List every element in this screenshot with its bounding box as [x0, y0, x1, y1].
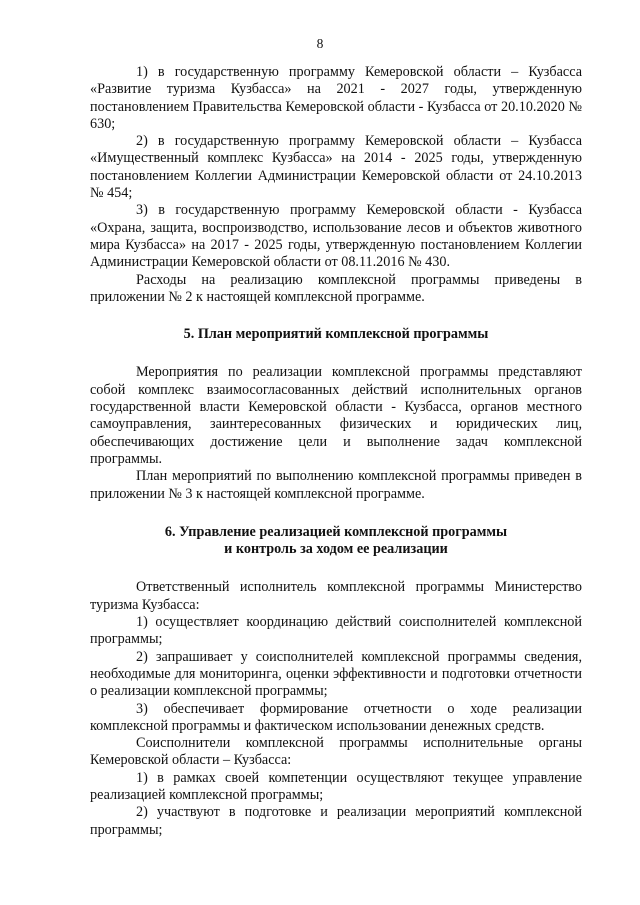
- paragraph: 3) в государственную программу Кемеровской области - Кузбасса «Охрана, защита, воспроизводство, использование лесов и объектов животного мира Кузбасса» на 2017 - 2025 годы, утвержденную постановлением Коллегии Администрации Кемеровской области от 08.11.2016 № 430.: [90, 202, 582, 271]
- section-6-heading: [90, 524, 582, 559]
- document-body: [90, 64, 582, 839]
- paragraph: Соисполнители комплексной программы исполнительные органы Кемеровской области – Кузбасса:: [90, 735, 582, 769]
- section-6-heading-line-2: и контроль за ходом ее реализации: [224, 541, 448, 558]
- paragraph: Расходы на реализацию комплексной программы приведены в приложении № 2 к настоящей комплексной программе.: [90, 271, 582, 305]
- paragraph: 1) в государственную программу Кемеровской области – Кузбасса «Развитие туризма Кузбасса» на 2021 - 2027 годы, утвержденную постановлением Правительства Кемеровской области - Кузбасса от 20.10.2020 № 630;: [90, 64, 582, 132]
- section-6-heading-line-1: 6. Управление реализацией комплексной программы: [164, 523, 508, 540]
- paragraph: 2) в государственную программу Кемеровской области – Кузбасса «Имущественный комплекс Кузбасса» на 2014 - 2025 годы, утвержденную постановлением Коллегии Администрации Кемеровской области от 24.10.2013 № 454;: [90, 133, 582, 202]
- paragraph: Ответственный исполнитель комплексной программы Министерство туризма Кузбасса:: [90, 579, 582, 613]
- paragraph: Мероприятия по реализации комплексной программы представляют собой комплекс взаимосогласованных действий исполнительных органов государственной власти Кемеровской области - Кузбасса, органов местного самоуправления, заинтересованных физических и юридических лиц, обеспечивающих достижение цели и выполнение задач комплексной программы.: [90, 364, 582, 467]
- section-5-heading: 5. План мероприятий комплексной программы: [183, 326, 489, 343]
- paragraph: 2) запрашивает у соисполнителей комплексной программы сведения, необходимые для мониторинга, оценки эффективности и подготовки отчетности о реализации комплексной программы;: [90, 648, 582, 700]
- section-5-body: [90, 364, 582, 502]
- paragraph: 2) участвуют в подготовке и реализации мероприятий комплексной программы;: [90, 804, 582, 838]
- page-number: 8: [316, 36, 324, 51]
- paragraph: 1) в рамках своей компетенции осуществляют текущее управление реализацией комплексной программы;: [90, 769, 582, 803]
- paragraph: 1) осуществляет координацию действий соисполнителей комплексной программы;: [90, 614, 582, 648]
- paragraph: 3) обеспечивает формирование отчетности о ходе реализации комплексной программы и фактическом использовании денежных средств.: [90, 700, 582, 734]
- paragraph: План мероприятий по выполнению комплексной программы приведен в приложении № 3 к настоящей комплексной программе.: [90, 468, 582, 502]
- section-6-body: [90, 579, 582, 838]
